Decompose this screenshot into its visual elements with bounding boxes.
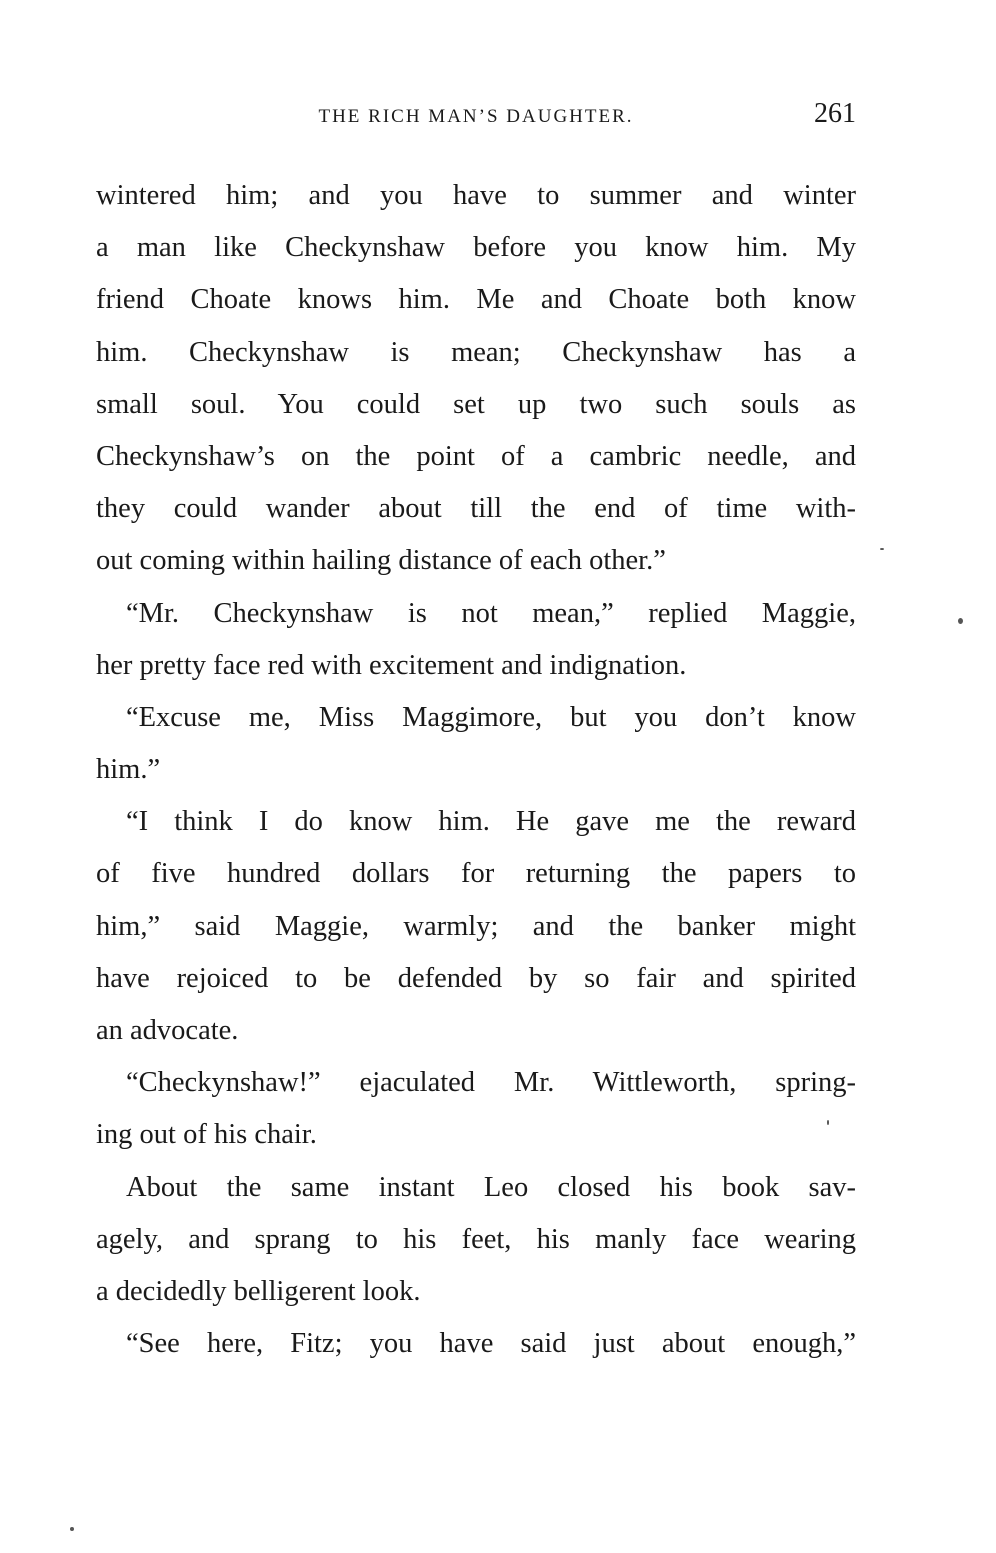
text-line: her pretty face red with excitement and indignation. xyxy=(96,649,687,681)
text-line: Checkynshaw’s on the point of a cambric needle, and xyxy=(96,440,856,472)
text-line: small soul. You could set up two such souls as xyxy=(96,388,856,420)
text-line: a man like Checkynshaw before you know him. My xyxy=(96,232,856,264)
text-line: out coming within hailing distance of each other.” xyxy=(96,545,666,577)
print-speck xyxy=(958,618,963,624)
print-speck xyxy=(70,1527,74,1531)
text-line: ing out of his chair. xyxy=(96,1119,317,1151)
text-line: of five hundred dollars for returning the papers to xyxy=(96,858,856,890)
print-speck xyxy=(827,1120,829,1125)
text-line: him. Checkynshaw is mean; Checkynshaw has a xyxy=(96,336,856,368)
running-head xyxy=(96,96,856,136)
text-line: “See here, Fitz; you have said just about enough,” xyxy=(126,1328,856,1360)
text-line: friend Choate knows him. Me and Choate both know xyxy=(96,284,856,316)
text-line: agely, and sprang to his feet, his manly face wearing xyxy=(96,1223,856,1255)
text-line: “Excuse me, Miss Maggimore, but you don’t know xyxy=(126,701,856,733)
text-line: him,” said Maggie, warmly; and the banker might xyxy=(96,910,856,942)
text-line: have rejoiced to be defended by so fair and spirited xyxy=(96,962,856,994)
text-line: wintered him; and you have to summer and winter xyxy=(96,180,856,211)
page-number: 261 xyxy=(814,98,856,129)
text-line: “Mr. Checkynshaw is not mean,” replied Maggie, xyxy=(126,597,856,629)
text-line: “I think I do know him. He gave me the reward xyxy=(126,806,856,838)
text-line: they could wander about till the end of time with- xyxy=(96,493,856,525)
text-line: About the same instant Leo closed his book sav- xyxy=(126,1171,856,1203)
body-text xyxy=(96,170,856,1370)
text-line: a decidedly belligerent look. xyxy=(96,1275,421,1307)
text-line: him.” xyxy=(96,754,161,786)
print-speck xyxy=(880,548,884,550)
text-line: “Checkynshaw!” ejaculated Mr. Wittleworth, spring- xyxy=(126,1067,856,1099)
running-title: THE RICH MAN’S DAUGHTER. xyxy=(318,106,634,127)
text-line: an advocate. xyxy=(96,1015,239,1046)
